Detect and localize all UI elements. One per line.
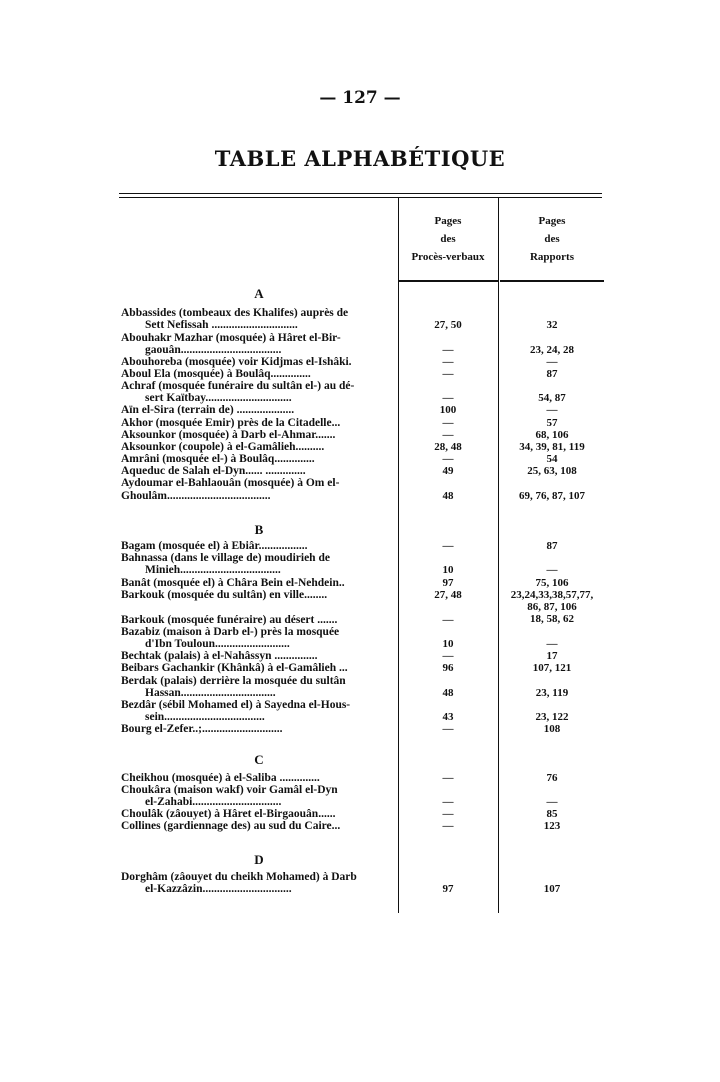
rapport-value: 76	[546, 772, 558, 784]
pv-value: 10	[442, 564, 454, 576]
column-header-proces-verbaux	[398, 212, 498, 266]
rapport-value: 85	[546, 808, 558, 820]
pv-value: 48	[442, 490, 454, 502]
section-letter-d: D	[254, 852, 264, 867]
rapport-value: 23, 24, 28	[530, 344, 574, 356]
rapport-value: 34, 39, 81, 119	[519, 441, 585, 453]
rapport-value: 54	[546, 453, 558, 465]
entry-line: Sett Nefissah ..............................	[145, 319, 298, 331]
rapport-value: 75, 106	[535, 577, 569, 589]
rapport-value: —	[546, 638, 558, 650]
pv-value: 97	[442, 883, 454, 895]
pv-header-rule	[398, 280, 498, 282]
entry-line: Dorghâm (zâouyet du cheikh Mohamed) à Darb	[121, 871, 357, 883]
pv-value: 27, 50	[434, 319, 462, 331]
pv-value: —	[442, 417, 454, 429]
rapport-value: 54, 87	[538, 392, 566, 404]
pv-value: 48	[442, 687, 454, 699]
section-letter-c: C	[254, 752, 264, 767]
rapport-value: 107, 121	[532, 662, 572, 674]
entry-line: Choukâra (maison wakf) voir Gamâl el-Dyn	[121, 784, 338, 796]
pv-value: 27, 48	[434, 589, 462, 601]
rapport-value: 17	[546, 650, 558, 662]
rapport-value: 123	[543, 820, 561, 832]
pv-value: 100	[439, 404, 457, 416]
rapport-value: —	[546, 564, 558, 576]
rapport-value: —	[546, 404, 558, 416]
entry-line: Collines (gardiennage des) au sud du Caire...	[121, 820, 341, 832]
section-letter-b: B	[254, 522, 264, 537]
entry-line: gaouân...................................	[145, 344, 282, 356]
section-letter-a: A	[254, 286, 264, 301]
rapport-value: 108	[543, 723, 561, 735]
pv-value: 43	[442, 711, 454, 723]
header-line: Pages	[434, 215, 462, 227]
entry-line: Akhor (mosquée Emir) près de la Citadelle...	[121, 417, 341, 429]
column-divider-right	[498, 198, 499, 913]
entry-line: Barkouk (mosquée funéraire) au désert .......	[121, 614, 338, 626]
rapport-value: 23, 119	[535, 687, 569, 699]
pv-value: 97	[442, 577, 454, 589]
entry-line: Aksounkor (mosquée) à Darb el-Ahmar.......	[121, 429, 336, 441]
rapport-value: —	[546, 356, 558, 368]
rapport-value: —	[546, 796, 558, 808]
entry-line: Barkouk (mosquée du sultân) en ville........	[121, 589, 328, 601]
page-title: TABLE ALPHABÉTIQUE	[214, 146, 506, 171]
rapport-value: 87	[546, 368, 558, 380]
entry-line: Abouhakr Mazhar (mosquée) à Hâret el-Bir-	[121, 332, 341, 344]
pv-value: —	[442, 796, 454, 808]
pv-value: —	[442, 650, 454, 662]
entry-line: d'Ibn Touloun..........................	[145, 638, 290, 650]
rapport-value: 69, 76, 87, 107	[519, 490, 585, 502]
pv-value: —	[442, 392, 454, 404]
entry-line: sert Kaïtbay..............................	[145, 392, 292, 404]
entry-line: Amrâni (mosquée el-) à Boulâq..............	[121, 453, 315, 465]
rapport-value: 86, 87, 106	[527, 601, 577, 613]
entry-line: Aksounkor (coupole) à el-Gamâlieh..........	[121, 441, 325, 453]
column-header-rapports	[500, 212, 604, 266]
entry-line: Bezdâr (sébil Mohamed el) à Sayedna el-Hous-	[121, 699, 351, 711]
pv-value: —	[442, 723, 454, 735]
entry-line: Bourg el-Zefer..;............................	[121, 723, 283, 735]
entry-line: Hassan.................................	[145, 687, 276, 699]
entry-line: Aqueduc de Salah el-Dyn...... ..............	[121, 465, 306, 477]
rap-header-rule	[500, 280, 604, 282]
entry-line: Berdak (palais) derrière la mosquée du sultân	[121, 675, 346, 687]
pv-value: —	[442, 344, 454, 356]
pv-value: —	[442, 820, 454, 832]
pv-value: —	[442, 772, 454, 784]
rapport-value: 87	[546, 540, 558, 552]
rapport-value: 23,24,33,38,57,77,	[510, 589, 594, 601]
entry-line: sein...................................	[145, 711, 265, 723]
entry-line: el-Kazzâzin...............................	[145, 883, 292, 895]
header-line: Pages	[538, 215, 566, 227]
rapport-value: 23, 122	[535, 711, 569, 723]
entry-line: Ghoulâm....................................	[121, 490, 271, 502]
pv-value: —	[442, 614, 454, 626]
header-line: des	[544, 233, 560, 245]
entry-line: Bazabiz (maison à Darb el-) près la mosquée	[121, 626, 340, 638]
entry-line: Aydoumar el-Bahlaouân (mosquée) à Om el-	[121, 477, 340, 489]
pv-value: —	[442, 429, 454, 441]
entry-line: Bechtak (palais) à el-Nahâssyn ...............	[121, 650, 318, 662]
rapport-value: 18, 58, 62	[530, 613, 574, 625]
page-number: — 127 —	[319, 88, 401, 108]
entry-line: Banât (mosquée el) à Châra Bein el-Nehdein..	[121, 577, 345, 589]
pv-value: —	[442, 808, 454, 820]
rapport-value: 32	[546, 319, 558, 331]
entry-line: Cheikhou (mosquée) à el-Saliba ..............	[121, 772, 320, 784]
pv-value: —	[442, 356, 454, 368]
header-line: Procès-verbaux	[411, 251, 485, 263]
pv-value: —	[442, 368, 454, 380]
pv-value: 96	[442, 662, 454, 674]
pv-value: 28, 48	[434, 441, 462, 453]
pv-value: 49	[442, 465, 454, 477]
entry-line: Choulâk (zâouyet) à Hâret el-Birgaouân......	[121, 808, 336, 820]
entry-line: Bagam (mosquée el) à Ebiâr.................	[121, 540, 308, 552]
rapport-value: 107	[543, 883, 561, 895]
table-top-rule	[119, 193, 602, 194]
entry-line: el-Zahabi...............................	[145, 796, 282, 808]
pv-value: —	[442, 453, 454, 465]
rapport-value: 57	[546, 417, 558, 429]
header-line: des	[440, 233, 456, 245]
rapport-value: 68, 106	[535, 429, 569, 441]
rapport-value: 25, 63, 108	[527, 465, 577, 477]
entry-line: Aboul Ela (mosquée) à Boulâq..............	[121, 368, 311, 380]
table-top-rule-2	[119, 197, 602, 198]
entry-line: Minieh...................................	[145, 564, 281, 576]
entry-line: Aïn el-Sira (terrain de) ....................	[121, 404, 295, 416]
entry-line: Achraf (mosquée funéraire du sultân el-) au dé-	[121, 380, 355, 392]
entry-line: Bahnassa (dans le village de) moudirieh de	[121, 552, 330, 564]
entry-line: Abouhoreba (mosquée) voir Kidjmas el-Ishâki.	[121, 356, 352, 368]
pv-value: —	[442, 540, 454, 552]
entry-line: Beibars Gachankir (Khânkâ) à el-Gamâlieh ...	[121, 662, 348, 674]
entry-line: Abbassides (tombeaux des Khalifes) auprès de	[121, 307, 349, 319]
header-line: Rapports	[529, 251, 574, 263]
pv-value: 10	[442, 638, 454, 650]
